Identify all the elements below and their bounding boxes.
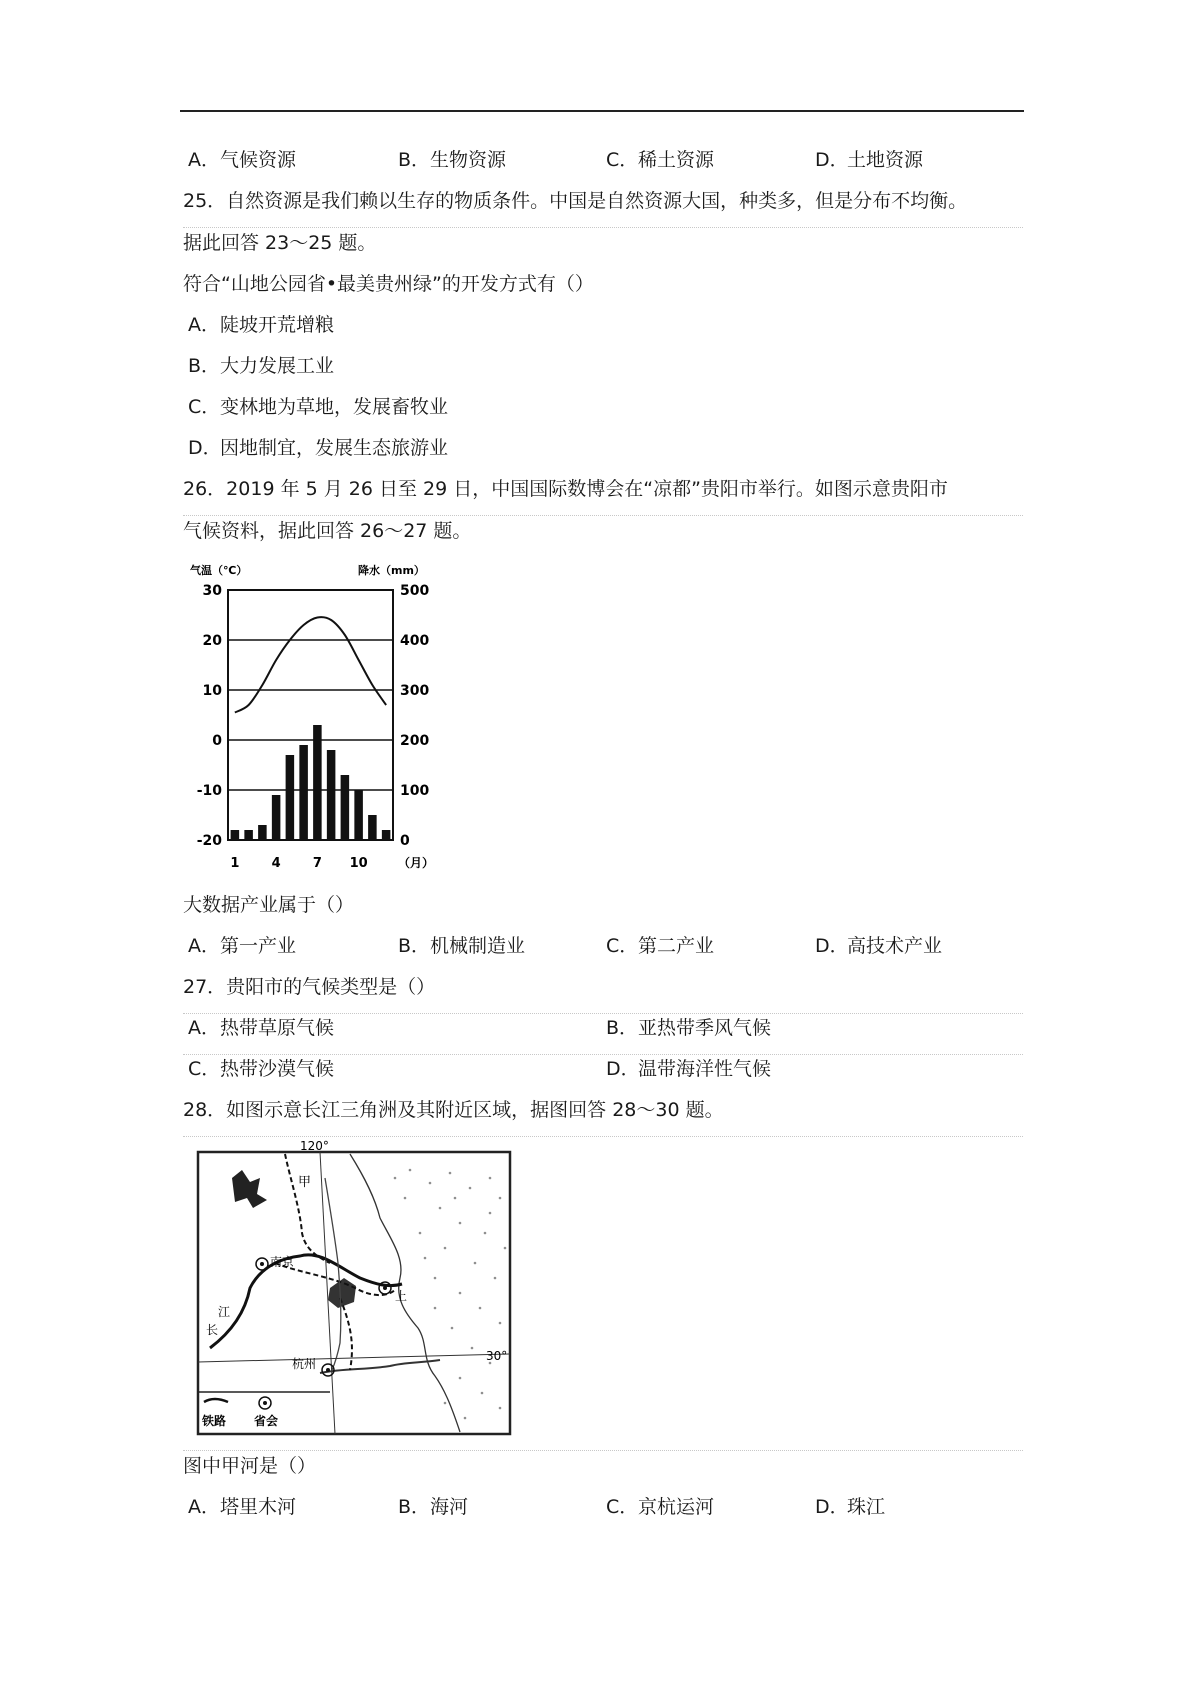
q27-question: 27．贵阳市的气候类型是（） (183, 976, 436, 998)
right-axis-label: 降水（mm） (358, 564, 425, 577)
x-tick-label: 4 (271, 856, 281, 871)
jia-river-label: 甲 (298, 1175, 312, 1190)
q28-option-c[interactable]: C．京杭运河 (606, 1496, 715, 1518)
left-tick-label: -20 (196, 833, 222, 849)
q25-option-b[interactable]: B．大力发展工业 (188, 355, 335, 377)
q27-option-b[interactable]: B．亚热带季风气候 (606, 1017, 772, 1039)
q24-option-c[interactable]: C．稀土资源 (606, 149, 715, 171)
q28-stem: 28．如图示意长江三角洲及其附近区域，据图回答 28～30 题。 (183, 1099, 724, 1121)
precipitation-bar (231, 830, 240, 840)
q26-option-c[interactable]: C．第二产业 (606, 935, 715, 957)
q24-option-b[interactable]: B．生物资源 (398, 149, 507, 171)
q25-option-a[interactable]: A．陡坡开荒增粮 (188, 314, 335, 336)
left-tick-label: 0 (212, 733, 222, 749)
dotted-divider (183, 227, 1023, 228)
q25-option-c[interactable]: C．变林地为草地，发展畜牧业 (188, 396, 449, 418)
precipitation-bar (286, 755, 295, 840)
q26-stem-line1: 26．2019 年 5 月 26 日至 29 日，中国国际数博会在“凉都”贵阳市举行。如图示意贵阳市 (183, 478, 948, 500)
q28-question: 图中甲河是（） (183, 1455, 317, 1477)
dotted-divider (183, 515, 1023, 516)
jiang-label: 江 (218, 1305, 231, 1319)
right-tick-label: 0 (400, 833, 410, 849)
precipitation-bar (327, 750, 336, 840)
longitude-label: 120° (300, 1139, 329, 1153)
precipitation-bar (244, 830, 253, 840)
left-tick-label: -10 (196, 783, 222, 799)
q28-option-d[interactable]: D．珠江 (815, 1496, 886, 1518)
right-tick-label: 100 (400, 783, 430, 799)
q28-option-b[interactable]: B．海河 (398, 1496, 469, 1518)
precipitation-bar (258, 825, 267, 840)
precipitation-bar (368, 815, 377, 840)
q27-option-d[interactable]: D．温带海洋性气候 (606, 1058, 772, 1080)
right-tick-label: 500 (400, 583, 430, 599)
hangzhou-label: 杭州 (292, 1357, 317, 1371)
x-unit-label: （月） (398, 856, 435, 870)
q25-stem-line2: 据此回答 23～25 题。 (183, 232, 377, 254)
left-tick-label: 10 (202, 683, 222, 699)
header-rule (180, 110, 1024, 112)
q28-option-a[interactable]: A．塔里木河 (188, 1496, 297, 1518)
q24-option-a[interactable]: A．气候资源 (188, 149, 297, 171)
q27-option-c[interactable]: C．热带沙漠气候 (188, 1058, 335, 1080)
q26-option-d[interactable]: D．高技术产业 (815, 935, 943, 957)
x-tick-label: 7 (312, 856, 322, 871)
q26-stem-line2: 气候资料，据此回答 26～27 题。 (183, 520, 472, 542)
latitude-label: 30° (486, 1349, 508, 1363)
climate-chart (188, 560, 458, 880)
legend-capital-label: 省会 (254, 1414, 279, 1428)
left-tick-label: 20 (202, 633, 222, 649)
x-tick-label: 1 (230, 856, 240, 871)
left-tick-label: 30 (202, 583, 222, 599)
dotted-divider (183, 1136, 1023, 1137)
yangtze-delta-map (190, 1138, 520, 1440)
right-tick-label: 400 (400, 633, 430, 649)
dotted-divider (183, 1450, 1023, 1451)
q25-stem-line1: 25．自然资源是我们赖以生存的物质条件。中国是自然资源大国，种类多，但是分布不均衡。 (183, 190, 968, 212)
dotted-divider (183, 1054, 1023, 1055)
q26-option-b[interactable]: B．机械制造业 (398, 935, 526, 957)
precipitation-bar (299, 745, 308, 840)
chang-label: 长 (206, 1323, 219, 1337)
right-tick-label: 300 (400, 683, 430, 699)
precipitation-bar (382, 830, 391, 840)
left-axis-label: 气温（℃） (190, 564, 248, 577)
q24-option-d[interactable]: D．土地资源 (815, 149, 924, 171)
legend-railway-label: 铁路 (202, 1414, 227, 1428)
precipitation-bar (313, 725, 322, 840)
precipitation-bar (354, 790, 363, 840)
dotted-divider (183, 1013, 1023, 1014)
q25-option-d[interactable]: D．因地制宜，发展生态旅游业 (188, 437, 449, 459)
q27-option-a[interactable]: A．热带草原气候 (188, 1017, 335, 1039)
right-tick-label: 200 (400, 733, 430, 749)
plot-frame (228, 590, 393, 840)
shanghai-label: 上 (395, 1289, 408, 1303)
x-tick-label: 10 (349, 856, 368, 871)
q25-question: 符合“山地公园省•最美贵州绿”的开发方式有（） (183, 273, 594, 295)
precipitation-bar (272, 795, 281, 840)
q26-option-a[interactable]: A．第一产业 (188, 935, 297, 957)
q26-question: 大数据产业属于（） (183, 894, 355, 916)
precipitation-bar (341, 775, 350, 840)
temperature-line (235, 617, 386, 712)
nanjing-label: 南京 (270, 1255, 295, 1269)
